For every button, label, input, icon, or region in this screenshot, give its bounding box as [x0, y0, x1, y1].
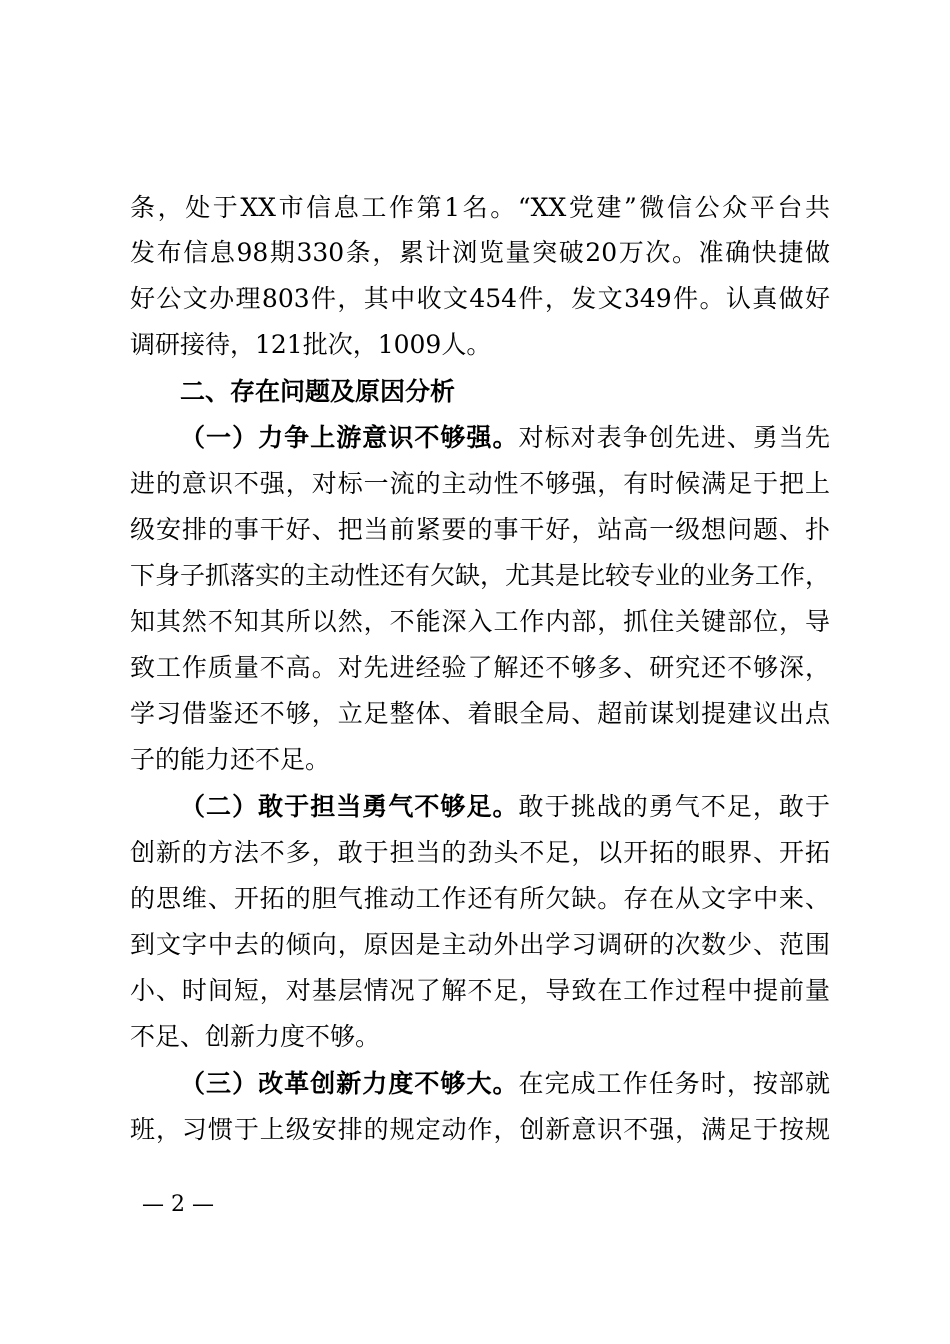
paragraph-line: 条，处于XX市信息工作第1名。“XX党建”微信公众平台共 — [130, 193, 830, 222]
item-first-line-text: 敢于挑战的勇气不足，敢于 — [518, 792, 830, 821]
item-title: （二）敢于担当勇气不够足。 — [180, 792, 519, 821]
paragraph-line: 学习借鉴还不够，立足整体、着眼全局、超前谋划提建议出点 — [130, 699, 830, 728]
paragraph-line: 好公文办理803件，其中收文454件，发文349件。认真做好 — [130, 284, 830, 313]
paragraph-line: 发布信息98期330条，累计浏览量突破20万次。准确快捷做 — [130, 238, 830, 267]
item-title: （三）改革创新力度不够大。 — [180, 1069, 519, 1098]
paragraph-line: 创新的方法不多，敢于担当的劲头不足，以开拓的眼界、开拓 — [130, 838, 830, 867]
paragraph-line: 到文字中去的倾向，原因是主动外出学习调研的次数少、范围 — [130, 930, 830, 959]
paragraph-line: 致工作质量不高。对先进经验了解还不够多、研究还不够深， — [130, 653, 830, 682]
paragraph-line: 下身子抓落实的主动性还有欠缺，尤其是比较专业的业务工作， — [130, 561, 831, 590]
paragraph-line: 的思维、开拓的胆气推动工作还有所欠缺。存在从文字中来、 — [130, 884, 830, 913]
paragraph-line: 进的意识不强，对标一流的主动性不够强，有时候满足于把上 — [130, 469, 830, 498]
paragraph-line: 调研接待，121批次，1009人。 — [130, 330, 492, 359]
item-first-line — [180, 1069, 830, 1099]
paragraph-line: 小、时间短，对基层情况了解不足，导致在工作过程中提前量 — [130, 976, 830, 1005]
item-first-line-text: 在完成工作任务时，按部就 — [518, 1069, 830, 1098]
paragraph-line: 班，习惯于上级安排的规定动作，创新意识不强，满足于按规 — [130, 1115, 830, 1144]
page-number: — 2 — — [142, 1192, 214, 1217]
item-first-line — [180, 423, 830, 453]
paragraph-line: 子的能力还不足。 — [130, 745, 331, 774]
item-first-line-text: 对标对表争创先进、勇当先 — [518, 423, 830, 452]
section-heading: 二、存在问题及原因分析 — [180, 377, 456, 406]
item-first-line — [180, 792, 830, 822]
paragraph-line: 级安排的事干好、把当前紧要的事干好，站高一级想问题、扑 — [130, 515, 830, 544]
paragraph-line: 知其然不知其所以然，不能深入工作内部，抓住关键部位，导 — [130, 607, 830, 636]
paragraph-line: 不足、创新力度不够。 — [130, 1022, 381, 1051]
item-title: （一）力争上游意识不够强。 — [180, 423, 519, 452]
